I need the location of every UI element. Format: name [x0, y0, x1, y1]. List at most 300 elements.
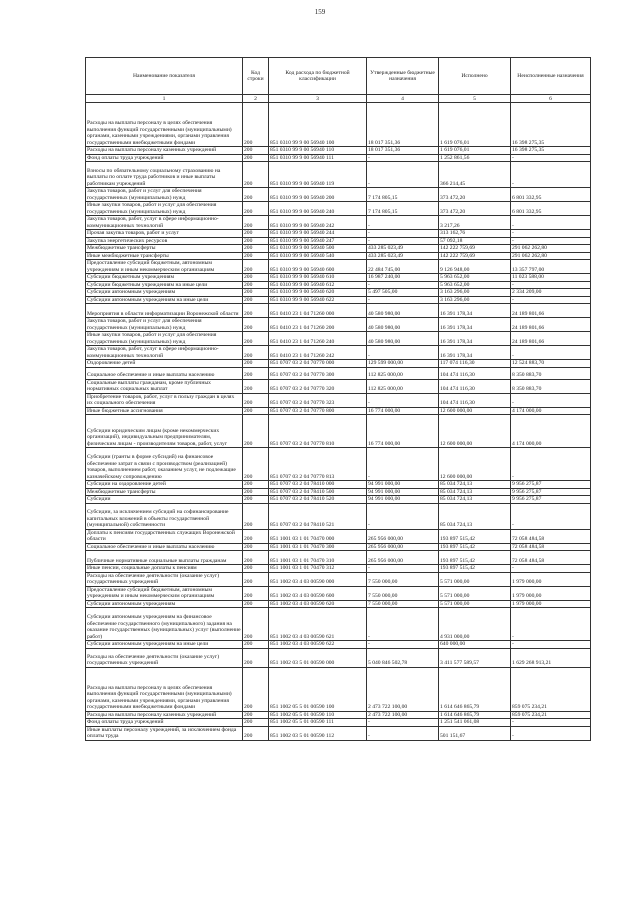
row-name: Расходы на обеспечение деятельности (оказание услуг) государственных учреждений — [86, 648, 243, 667]
row-name: Закупка товаров, работ и услуг для обеспечения государственных (муниципальных) нужд — [86, 318, 243, 332]
row-unexecuted: 8 350 883,70 — [511, 367, 591, 379]
row-name: Субсидии на оздоровление детей — [86, 481, 243, 489]
row-kbk: 851 1002 03 5 01 00590 112 — [269, 726, 367, 740]
row-unexecuted: 9 956 275,87 — [511, 481, 591, 489]
row-executed: 1 614 646 865,79 — [439, 667, 511, 711]
table-row — [86, 281, 591, 289]
row-name: Социальное обеспечение и иные выплаты населению — [86, 543, 243, 551]
table-row — [86, 407, 591, 415]
row-kbk: 851 1002 03 4 03 00590 621 — [269, 608, 367, 641]
row-approved: - — [367, 216, 439, 230]
table-row — [86, 586, 591, 600]
row-unexecuted: 9 956 275,87 — [511, 496, 591, 504]
row-approved: 94 991 000,00 — [367, 496, 439, 504]
row-unexecuted: 4 174 000,00 — [511, 407, 591, 415]
row-unexecuted: 24 189 801,66 — [511, 332, 591, 346]
row-approved: 265 956 000,00 — [367, 529, 439, 543]
row-unexecuted: 4 174 000,00 — [511, 415, 591, 448]
row-name: Фонд оплаты труда учреждений — [86, 719, 243, 727]
row-unexecuted: - — [511, 296, 591, 304]
row-unexecuted: 1 979 000,00 — [511, 572, 591, 586]
row-unexecuted: 72 058 484,58 — [511, 551, 591, 565]
row-executed: 193 897 515,42 — [439, 543, 511, 551]
row-name: Расходы на выплаты персоналу в целях обеспечения выполнения функций государственными (муниципальными) органами, казенными учреждениями, органами управления государственными внебюджетными фондами — [86, 667, 243, 711]
header-unexecuted: Неисполненные назначения — [511, 58, 591, 95]
row-kbk: 851 0310 99 9 00 56940 500 — [269, 245, 367, 253]
row-unexecuted: - — [511, 216, 591, 230]
row-approved: 433 285 023,49 — [367, 252, 439, 260]
row-executed: 104 474 116,30 — [439, 367, 511, 379]
row-executed: 5 963 652,00 — [439, 274, 511, 282]
header-kbk: Код расхода по бюджетной классификации — [269, 58, 367, 95]
row-executed: 640 000,00 — [439, 641, 511, 649]
row-approved: 112 825 000,00 — [367, 379, 439, 393]
row-kbk: 851 0310 99 9 00 56940 540 — [269, 252, 367, 260]
row-unexecuted: - — [511, 230, 591, 238]
row-unexecuted: 72 058 484,58 — [511, 543, 591, 551]
row-kbk: 851 1002 03 5 01 00590 000 — [269, 648, 367, 667]
row-name: Приобретение товаров, работ, услуг в пользу граждан в целях их социального обеспечения — [86, 393, 243, 407]
row-unexecuted: - — [511, 503, 591, 529]
row-kbk: 851 0310 99 9 00 56940 610 — [269, 274, 367, 282]
row-unexecuted: 2 334 209,00 — [511, 289, 591, 297]
table-row — [86, 496, 591, 504]
table-row — [86, 719, 591, 727]
row-name: Предоставление субсидий бюджетным, автономным учреждениям и иным некоммерческим организациям — [86, 586, 243, 600]
row-name: Иные пенсии, социальные доплаты к пенсиям — [86, 565, 243, 573]
row-kbk: 851 1001 03 1 01 70470 310 — [269, 551, 367, 565]
row-line-code: 200 — [243, 641, 269, 649]
row-executed: 5 571 000,00 — [439, 600, 511, 608]
row-name: Иные бюджетные ассигнования — [86, 407, 243, 415]
row-approved: - — [367, 346, 439, 360]
row-kbk: 851 0707 03 2 04 70770 813 — [269, 448, 367, 481]
row-executed: 1 619 076,01 — [439, 103, 511, 147]
table-row — [86, 202, 591, 216]
row-kbk: 851 0310 99 9 00 56940 244 — [269, 230, 367, 238]
row-executed: 104 474 116,30 — [439, 379, 511, 393]
row-unexecuted: - — [511, 726, 591, 740]
row-line-code: 200 — [243, 565, 269, 573]
row-kbk: 851 1001 03 1 01 70470 312 — [269, 565, 367, 573]
row-name: Социальное обеспечение и иные выплаты населению — [86, 367, 243, 379]
row-line-code: 200 — [243, 318, 269, 332]
table-row — [86, 318, 591, 332]
row-approved: 5 040 846 502,78 — [367, 648, 439, 667]
row-approved: - — [367, 565, 439, 573]
row-executed: 104 474 116,30 — [439, 393, 511, 407]
row-name: Предоставление субсидий бюджетным, автономным учреждениям и иным некоммерческим организациям — [86, 260, 243, 274]
header-approved: Утвержденные бюджетные назначения — [367, 58, 439, 95]
row-approved: - — [367, 230, 439, 238]
row-line-code: 200 — [243, 543, 269, 551]
row-kbk: 851 0707 03 2 04 70770 000 — [269, 360, 367, 368]
table-row — [86, 230, 591, 238]
row-line-code: 200 — [243, 103, 269, 147]
row-line-code: 200 — [243, 274, 269, 282]
row-unexecuted: - — [511, 448, 591, 481]
row-kbk: 851 1001 03 1 01 70470 000 — [269, 529, 367, 543]
row-executed: 85 034 724,13 — [439, 481, 511, 489]
row-line-code: 200 — [243, 488, 269, 496]
row-name: Субсидии, за исключением субсидий на софинансирование капитальных вложений в объекты государственной (муниципальной) собственности — [86, 503, 243, 529]
row-unexecuted: 72 058 484,58 — [511, 529, 591, 543]
row-approved: 2 473 722 100,00 — [367, 711, 439, 719]
budget-execution-table — [85, 57, 591, 741]
row-executed: 1 614 646 865,79 — [439, 711, 511, 719]
row-name: Закупка товаров, работ, услуг в сфере информационно-коммуникационных технологий — [86, 216, 243, 230]
row-approved: 94 991 000,00 — [367, 488, 439, 496]
row-approved: 40 580 980,00 — [367, 318, 439, 332]
row-executed: 142 222 759,69 — [439, 252, 511, 260]
row-kbk: 851 0707 03 2 04 78410 520 — [269, 496, 367, 504]
table-body — [86, 103, 591, 741]
row-executed: 3 163 296,00 — [439, 296, 511, 304]
table-row — [86, 529, 591, 543]
row-unexecuted: - — [511, 393, 591, 407]
row-name: Закупка товаров, работ, услуг в сфере информационно-коммуникационных технологий — [86, 346, 243, 360]
row-name: Расходы на выплаты персоналу казенных учреждений — [86, 711, 243, 719]
row-line-code: 200 — [243, 448, 269, 481]
row-line-code: 200 — [243, 503, 269, 529]
row-executed: 16 391 178,34 — [439, 346, 511, 360]
table-row — [86, 393, 591, 407]
row-name: Субсидии юридическим лицам (кроме некоммерческих организаций), индивидуальным предпринимателям, физическим лицам - производителям товаров, работ, услуг — [86, 415, 243, 448]
row-unexecuted: 9 956 275,87 — [511, 488, 591, 496]
row-unexecuted: 859 075 234,21 — [511, 667, 591, 711]
row-executed: 85 034 724,13 — [439, 488, 511, 496]
row-line-code: 200 — [243, 711, 269, 719]
row-name: Социальные выплаты гражданам, кроме публичных нормативных социальных выплат — [86, 379, 243, 393]
table-row — [86, 543, 591, 551]
table-row — [86, 162, 591, 188]
row-approved: - — [367, 281, 439, 289]
row-name: Расходы на выплаты персоналу казенных учреждений — [86, 147, 243, 155]
row-line-code: 200 — [243, 719, 269, 727]
row-executed: 5 963 652,00 — [439, 281, 511, 289]
row-line-code: 200 — [243, 667, 269, 711]
row-line-code: 200 — [243, 529, 269, 543]
row-executed: 12 600 000,00 — [439, 407, 511, 415]
row-unexecuted: 1 979 000,00 — [511, 586, 591, 600]
row-kbk: 851 0707 03 2 04 70770 300 — [269, 367, 367, 379]
row-kbk: 851 0310 99 9 00 56940 119 — [269, 162, 367, 188]
table-row — [86, 711, 591, 719]
row-kbk: 851 1002 05 5 01 00590 100 — [269, 667, 367, 711]
row-approved: 18 017 351,36 — [367, 103, 439, 147]
row-kbk: 851 0410 23 1 04 71260 240 — [269, 332, 367, 346]
row-unexecuted: 16 398 275,35 — [511, 147, 591, 155]
row-approved: 2 473 722 100,00 — [367, 667, 439, 711]
table-row — [86, 252, 591, 260]
row-executed: 12 600 000,00 — [439, 448, 511, 481]
page-number: 159 — [314, 8, 326, 16]
table-row — [86, 481, 591, 489]
row-approved: 265 956 000,00 — [367, 551, 439, 565]
header-name: Наименование показателя — [86, 58, 243, 95]
row-kbk: 851 0707 03 2 04 78410 000 — [269, 481, 367, 489]
row-executed: 5 571 000,00 — [439, 586, 511, 600]
table-row — [86, 551, 591, 565]
table-row — [86, 237, 591, 245]
table-row — [86, 346, 591, 360]
row-approved: 7 550 000,00 — [367, 572, 439, 586]
row-line-code: 200 — [243, 346, 269, 360]
row-line-code: 200 — [243, 481, 269, 489]
row-line-code: 200 — [243, 648, 269, 667]
row-kbk: 851 0707 03 2 04 70770 320 — [269, 379, 367, 393]
row-executed: 193 897 515,42 — [439, 565, 511, 573]
row-executed: 1 252 861,56 — [439, 154, 511, 162]
row-approved: - — [367, 608, 439, 641]
row-name: Субсидии — [86, 496, 243, 504]
row-line-code: 200 — [243, 304, 269, 318]
row-name: Закупка энергетических ресурсов — [86, 237, 243, 245]
row-line-code: 200 — [243, 393, 269, 407]
row-executed: 16 391 178,34 — [439, 304, 511, 318]
table-row — [86, 289, 591, 297]
row-executed: 5 571 000,00 — [439, 572, 511, 586]
row-approved: 7 174 805,15 — [367, 202, 439, 216]
row-kbk: 851 0310 99 9 00 56940 100 — [269, 103, 367, 147]
row-approved: 112 825 000,00 — [367, 367, 439, 379]
row-line-code: 200 — [243, 379, 269, 393]
row-unexecuted: 291 062 262,80 — [511, 245, 591, 253]
row-unexecuted: - — [511, 641, 591, 649]
row-approved: - — [367, 162, 439, 188]
column-index: 1 — [86, 95, 243, 103]
row-kbk: 851 0310 99 9 00 56940 200 — [269, 188, 367, 202]
table-row — [86, 600, 591, 608]
row-approved: 16 987 240,00 — [367, 274, 439, 282]
row-name: Межбюджетные трансферты — [86, 245, 243, 253]
row-name: Оздоровление детей — [86, 360, 243, 368]
row-executed: 366 214,45 — [439, 162, 511, 188]
table-row — [86, 379, 591, 393]
row-approved: 129 599 000,00 — [367, 360, 439, 368]
row-line-code: 200 — [243, 367, 269, 379]
row-approved: 5 497 505,00 — [367, 289, 439, 297]
row-name: Иные закупки товаров, работ и услуг для обеспечения государственных (муниципальных) нужд — [86, 202, 243, 216]
row-unexecuted: - — [511, 281, 591, 289]
row-approved: 433 285 023,49 — [367, 245, 439, 253]
column-index: 5 — [439, 95, 511, 103]
table-row — [86, 565, 591, 573]
row-unexecuted: 11 023 588,00 — [511, 274, 591, 282]
row-line-code: 200 — [243, 332, 269, 346]
row-line-code: 200 — [243, 147, 269, 155]
table-row — [86, 726, 591, 740]
row-name: Субсидии автономным учреждениям на иные цели — [86, 296, 243, 304]
row-unexecuted: 1 979 000,00 — [511, 600, 591, 608]
row-name: Фонд оплаты труда учреждений — [86, 154, 243, 162]
row-line-code: 200 — [243, 600, 269, 608]
header-row — [86, 58, 591, 95]
row-executed: 117 074 116,30 — [439, 360, 511, 368]
row-name: Субсидии автономным учреждениям — [86, 289, 243, 297]
row-name: Расходы на выплаты персоналу в целях обеспечения выполнения функций государственными (муниципальными) органами, казенными учреждениями, органами управления государственными внебюджетными фондами — [86, 103, 243, 147]
table-row — [86, 648, 591, 667]
table-row — [86, 641, 591, 649]
row-executed: 85 034 724,13 — [439, 496, 511, 504]
table-row — [86, 103, 591, 147]
row-name: Иные закупки товаров, работ и услуг для обеспечения государственных (муниципальных) нужд — [86, 332, 243, 346]
row-kbk: 851 1002 05 5 01 00590 110 — [269, 711, 367, 719]
row-approved: - — [367, 448, 439, 481]
row-kbk: 851 0310 99 9 00 56940 242 — [269, 216, 367, 230]
table-row — [86, 448, 591, 481]
row-approved: 7 174 805,15 — [367, 188, 439, 202]
header-line-code: Код строки — [243, 58, 269, 95]
row-unexecuted: 24 189 801,66 — [511, 318, 591, 332]
row-approved: 22 484 745,00 — [367, 260, 439, 274]
row-approved: - — [367, 719, 439, 727]
row-executed: 3 217,26 — [439, 216, 511, 230]
row-unexecuted: 12 524 883,70 — [511, 360, 591, 368]
row-approved: 40 580 980,00 — [367, 332, 439, 346]
table-row — [86, 415, 591, 448]
row-line-code: 200 — [243, 162, 269, 188]
row-executed: 3 411 577 589,57 — [439, 648, 511, 667]
table-row — [86, 147, 591, 155]
row-name: Доплаты к пенсиям государственных служащих Воронежской области — [86, 529, 243, 543]
row-executed: 193 897 515,42 — [439, 529, 511, 543]
row-line-code: 200 — [243, 230, 269, 238]
row-name: Субсидии бюджетным учреждениям на иные цели — [86, 281, 243, 289]
row-line-code: 200 — [243, 296, 269, 304]
row-line-code: 200 — [243, 281, 269, 289]
row-kbk: 851 0707 03 2 04 70770 810 — [269, 415, 367, 448]
table-row — [86, 332, 591, 346]
row-executed: 193 897 515,42 — [439, 551, 511, 565]
row-approved: 16 774 000,00 — [367, 415, 439, 448]
row-line-code: 200 — [243, 202, 269, 216]
row-line-code: 200 — [243, 188, 269, 202]
row-kbk: 851 1001 03 1 01 70470 300 — [269, 543, 367, 551]
row-executed: 1 251 541 061,08 — [439, 719, 511, 727]
table-row — [86, 274, 591, 282]
row-kbk: 851 0707 03 2 04 78410 500 — [269, 488, 367, 496]
row-line-code: 200 — [243, 407, 269, 415]
row-unexecuted: 8 350 883,70 — [511, 379, 591, 393]
row-name: Субсидии автономным учреждениям на иные цели — [86, 641, 243, 649]
row-name: Субсидии (гранты в форме субсидий) на финансовое обеспечение затрат в связи с производством (реализацией) товаров, выполнением работ, оказанием услуг, не подлежащие казначейскому сопровождению — [86, 448, 243, 481]
row-unexecuted: 16 398 275,35 — [511, 103, 591, 147]
row-kbk: 851 0310 99 9 00 56940 620 — [269, 289, 367, 297]
row-name: Межбюджетные трансферты — [86, 488, 243, 496]
row-name: Прочая закупка товаров, работ и услуг — [86, 230, 243, 238]
row-unexecuted: - — [511, 565, 591, 573]
row-unexecuted: - — [511, 154, 591, 162]
row-name: Субсидии автономным учреждениям на финансовое обеспечение государственного (муниципального) задания на оказание государственных (муниципальных) услуг (выполнение работ) — [86, 608, 243, 641]
table-row — [86, 296, 591, 304]
row-approved: - — [367, 726, 439, 740]
row-name: Мероприятия в области информатизации Воронежской области — [86, 304, 243, 318]
row-executed: 373 472,20 — [439, 202, 511, 216]
row-name: Закупка товаров, работ и услуг для обеспечения государственных (муниципальных) нужд — [86, 188, 243, 202]
row-kbk: 851 1002 03 4 03 00590 620 — [269, 600, 367, 608]
table-row — [86, 245, 591, 253]
row-unexecuted: - — [511, 608, 591, 641]
row-name: Публичные нормативные социальные выплаты гражданам — [86, 551, 243, 565]
row-executed: 4 931 000,00 — [439, 608, 511, 641]
row-line-code: 200 — [243, 260, 269, 274]
row-approved: 265 956 000,00 — [367, 543, 439, 551]
row-unexecuted: 13 357 797,00 — [511, 260, 591, 274]
row-executed: 373 472,20 — [439, 188, 511, 202]
row-kbk: 851 0310 99 9 00 56940 111 — [269, 154, 367, 162]
row-kbk: 851 1002 03 4 03 00590 622 — [269, 641, 367, 649]
row-kbk: 851 0310 99 9 00 56940 600 — [269, 260, 367, 274]
row-line-code: 200 — [243, 608, 269, 641]
row-name: Взносы по обязательному социальному страхованию на выплаты по оплате труда работников и иные выплаты работникам учреждений — [86, 162, 243, 188]
column-index: 2 — [243, 95, 269, 103]
row-line-code: 200 — [243, 245, 269, 253]
row-kbk: 851 0310 99 9 00 56940 622 — [269, 296, 367, 304]
header-executed: Исполнено — [439, 58, 511, 95]
row-name: Субсидии бюджетным учреждениям — [86, 274, 243, 282]
row-approved: - — [367, 393, 439, 407]
row-line-code: 200 — [243, 154, 269, 162]
row-line-code: 200 — [243, 216, 269, 230]
row-executed: 9 126 948,00 — [439, 260, 511, 274]
row-approved: 18 017 351,36 — [367, 147, 439, 155]
table-row — [86, 188, 591, 202]
table-row — [86, 304, 591, 318]
row-kbk: 851 0310 99 9 00 56940 247 — [269, 237, 367, 245]
row-executed: 3 163 296,00 — [439, 289, 511, 297]
row-line-code: 200 — [243, 252, 269, 260]
table-row — [86, 367, 591, 379]
row-unexecuted: - — [511, 237, 591, 245]
row-kbk: 851 0310 99 9 00 56940 612 — [269, 281, 367, 289]
row-executed: 313 162,76 — [439, 230, 511, 238]
row-executed: 142 222 759,69 — [439, 245, 511, 253]
row-kbk: 851 0707 03 2 04 78410 521 — [269, 503, 367, 529]
row-line-code: 200 — [243, 726, 269, 740]
row-kbk: 851 1002 03 4 03 00590 000 — [269, 572, 367, 586]
row-approved: 7 550 000,00 — [367, 586, 439, 600]
row-executed: 85 034 724,13 — [439, 503, 511, 529]
row-unexecuted: 6 801 332,95 — [511, 202, 591, 216]
row-kbk: 851 0310 99 9 00 56940 110 — [269, 147, 367, 155]
row-approved: - — [367, 503, 439, 529]
row-kbk: 851 1002 05 5 01 00590 111 — [269, 719, 367, 727]
row-approved: - — [367, 154, 439, 162]
row-executed: 16 391 178,34 — [439, 318, 511, 332]
row-approved: 16 774 000,00 — [367, 407, 439, 415]
row-unexecuted: 1 629 268 913,21 — [511, 648, 591, 667]
table-row — [86, 667, 591, 711]
column-index-row — [86, 95, 591, 103]
row-kbk: 851 0707 03 2 04 70770 323 — [269, 393, 367, 407]
row-kbk: 851 0410 23 1 04 71260 242 — [269, 346, 367, 360]
table-row — [86, 488, 591, 496]
table-row — [86, 260, 591, 274]
column-index: 4 — [367, 95, 439, 103]
row-executed: 16 391 178,34 — [439, 332, 511, 346]
row-line-code: 200 — [243, 360, 269, 368]
row-unexecuted: 859 075 234,21 — [511, 711, 591, 719]
row-line-code: 200 — [243, 496, 269, 504]
row-unexecuted: 291 062 262,80 — [511, 252, 591, 260]
row-executed: 12 600 000,00 — [439, 415, 511, 448]
row-unexecuted: - — [511, 719, 591, 727]
column-index: 3 — [269, 95, 367, 103]
row-kbk: 851 0410 23 1 04 71260 000 — [269, 304, 367, 318]
row-unexecuted: - — [511, 346, 591, 360]
table-row — [86, 360, 591, 368]
